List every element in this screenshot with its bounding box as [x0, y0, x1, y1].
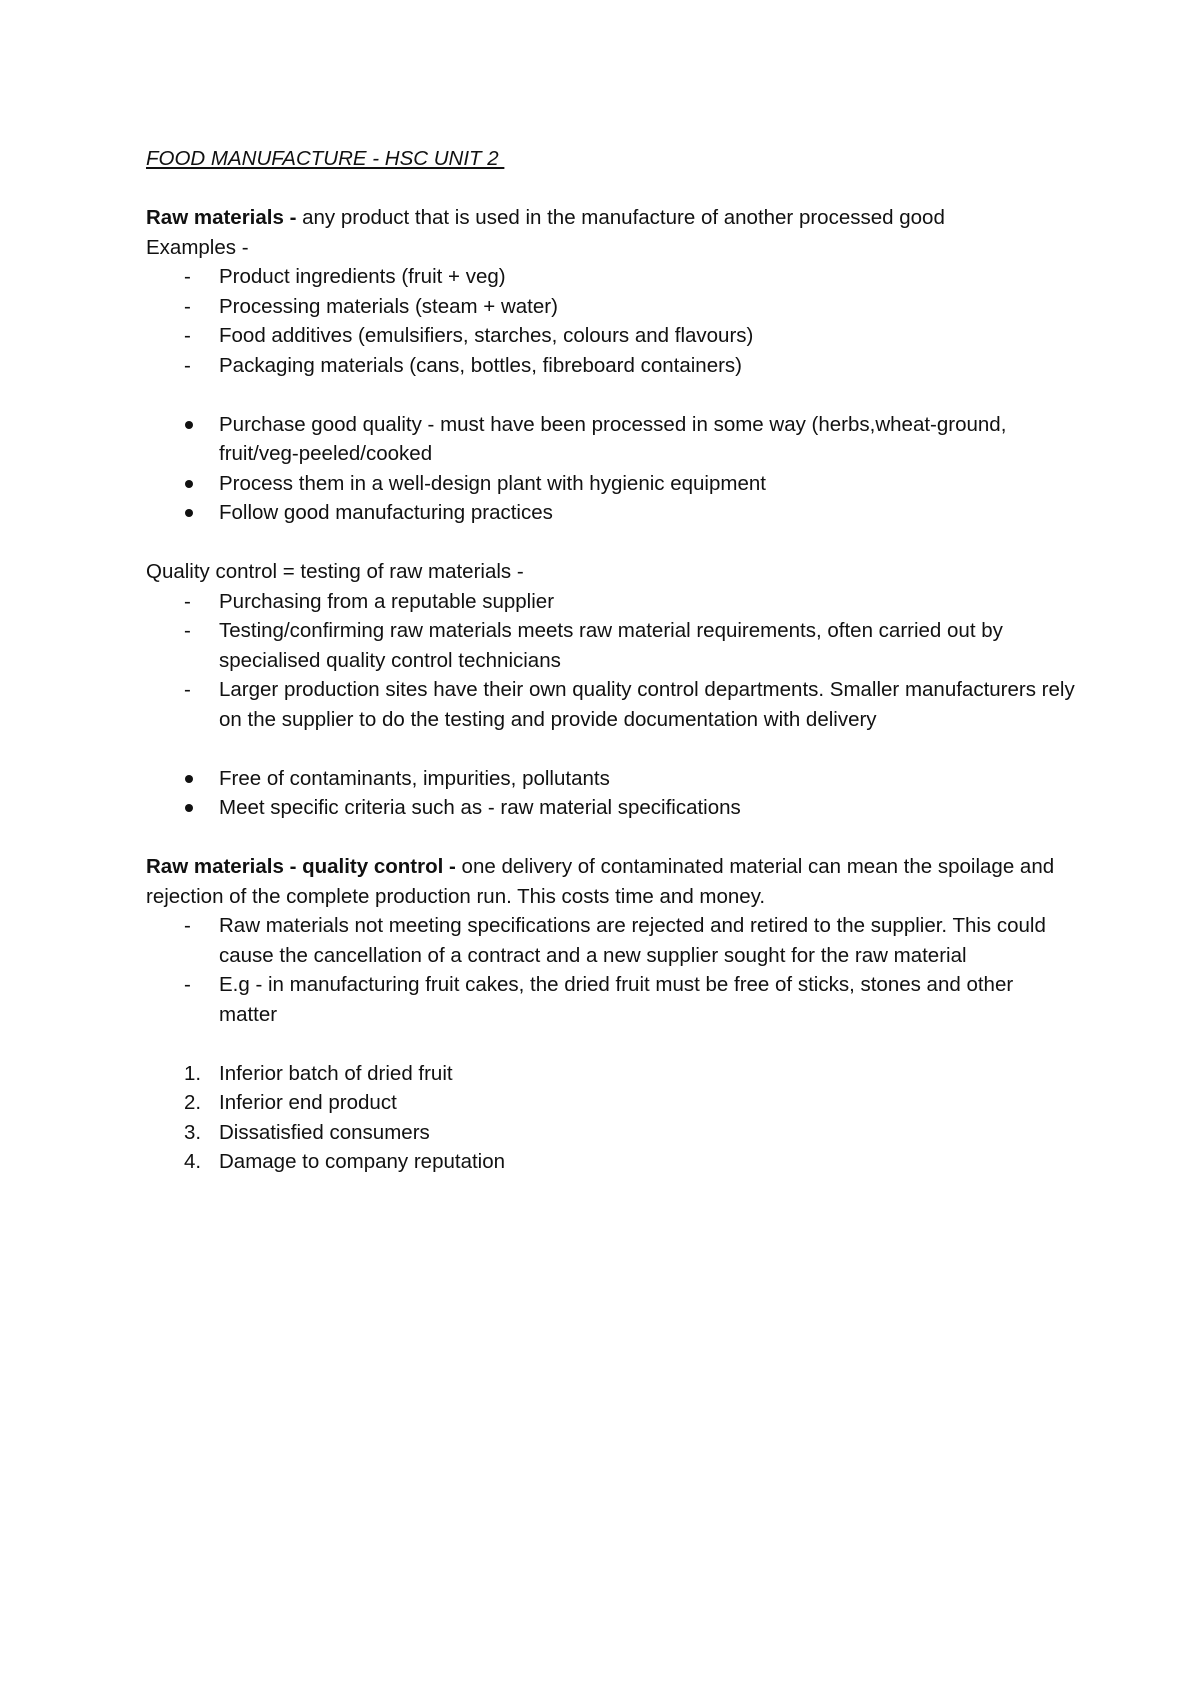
- spacer: [146, 528, 1076, 558]
- raw-materials-quality-control-term: Raw materials - quality control -: [146, 855, 462, 878]
- list-item: [146, 498, 1076, 528]
- dash-marker: -: [184, 589, 191, 613]
- consequences-numbered-list: [146, 1059, 1076, 1177]
- list-item-text: Meet specific criteria such as - raw material specifications: [219, 796, 741, 819]
- list-item: [146, 292, 1076, 322]
- dash-marker: -: [184, 353, 191, 377]
- list-item-text: Purchase good quality - must have been processed in some way (herbs,wheat-ground, fruit/veg-peeled/cooked: [219, 412, 1007, 465]
- list-item-text: Inferior batch of dried fruit: [219, 1061, 453, 1085]
- spacer: [146, 823, 1076, 853]
- list-item-text: Inferior end product: [219, 1091, 397, 1114]
- raw-materials-quality-control-paragraph: [146, 852, 1076, 911]
- list-item: [146, 616, 1076, 675]
- list-item: [146, 793, 1076, 823]
- list-item-text: Product ingredients (fruit + veg): [219, 265, 506, 288]
- dash-marker: -: [184, 265, 191, 288]
- dash-marker: -: [184, 619, 191, 642]
- raw-materials-term: Raw materials -: [146, 206, 303, 229]
- list-item: [146, 1088, 1076, 1118]
- quality-control-bullet-list: [146, 764, 1076, 823]
- raw-materials-definition-text: any product that is used in the manufacture of another processed good: [302, 206, 945, 229]
- list-item: [146, 410, 1076, 469]
- dash-marker: -: [184, 678, 191, 701]
- list-item: [146, 321, 1076, 351]
- list-number: 2.: [184, 1091, 202, 1114]
- bullet-icon: [185, 480, 193, 488]
- spacer: [146, 1029, 1076, 1059]
- spacer: [146, 734, 1076, 764]
- examples-dash-list: [146, 262, 1076, 380]
- dash-marker: -: [184, 973, 191, 996]
- list-item-text: Process them in a well-design plant with hygienic equipment: [219, 471, 766, 495]
- spacer: [146, 174, 1076, 204]
- list-item: [146, 675, 1076, 734]
- list-item-text: Larger production sites have their own quality control departments. Smaller manufacturers rely on the supplier to do the testing and provide documentation with delivery: [219, 678, 1075, 731]
- list-item-text: Follow good manufacturing practices: [219, 501, 553, 524]
- spacer: [146, 380, 1076, 410]
- list-item: [146, 262, 1076, 292]
- document-page: [146, 144, 1076, 1177]
- list-item: [146, 911, 1076, 970]
- dash-marker: -: [184, 294, 191, 318]
- list-item-text: Packaging materials (cans, bottles, fibreboard containers): [219, 353, 743, 377]
- list-item: [146, 1118, 1076, 1148]
- list-item: [146, 587, 1076, 617]
- document-title: FOOD MANUFACTURE - HSC UNIT 2: [146, 147, 505, 170]
- list-number: 1.: [184, 1061, 202, 1085]
- list-item: [146, 351, 1076, 381]
- dash-marker: -: [184, 324, 191, 347]
- raw-materials-definition: [146, 203, 1076, 233]
- list-item-text: Raw materials not meeting specifications are rejected and retired to the supplier. This could cause the cancellation of a contract and a new supplier sought for the raw material: [219, 914, 1046, 967]
- list-item-text: Damage to company reputation: [219, 1150, 506, 1173]
- list-item: [146, 970, 1076, 1029]
- list-item: [146, 1059, 1076, 1089]
- list-item-text: Purchasing from a reputable supplier: [219, 589, 555, 613]
- raw-materials-quality-control-text: one delivery of contaminated material can mean the spoilage and rejection of the complete production run. This costs time and money.: [146, 855, 1055, 908]
- list-item-text: E.g - in manufacturing fruit cakes, the dried fruit must be free of sticks, stones and other matter: [219, 973, 1014, 1026]
- examples-label: Examples -: [146, 235, 249, 259]
- list-number: 4.: [184, 1150, 202, 1173]
- list-item-text: Food additives (emulsifiers, starches, colours and flavours): [219, 324, 754, 347]
- list-number: 3.: [184, 1120, 202, 1144]
- raw-materials-bullet-list: [146, 410, 1076, 528]
- list-item-text: Free of contaminants, impurities, pollutants: [219, 766, 610, 790]
- list-item: [146, 764, 1076, 794]
- rejection-dash-list: [146, 911, 1076, 1029]
- bullet-icon: [185, 421, 193, 429]
- quality-control-dash-list: [146, 587, 1076, 735]
- bullet-icon: [185, 509, 193, 517]
- bullet-icon: [185, 804, 193, 812]
- bullet-icon: [185, 775, 193, 783]
- list-item: [146, 1147, 1076, 1177]
- list-item-text: Processing materials (steam + water): [219, 294, 558, 318]
- list-item-text: Dissatisfied consumers: [219, 1120, 430, 1144]
- quality-control-heading: Quality control = testing of raw materials -: [146, 560, 524, 583]
- list-item: [146, 469, 1076, 499]
- dash-marker: -: [184, 914, 191, 937]
- list-item-text: Testing/confirming raw materials meets raw material requirements, often carried out by specialised quality control technicians: [219, 619, 1003, 672]
